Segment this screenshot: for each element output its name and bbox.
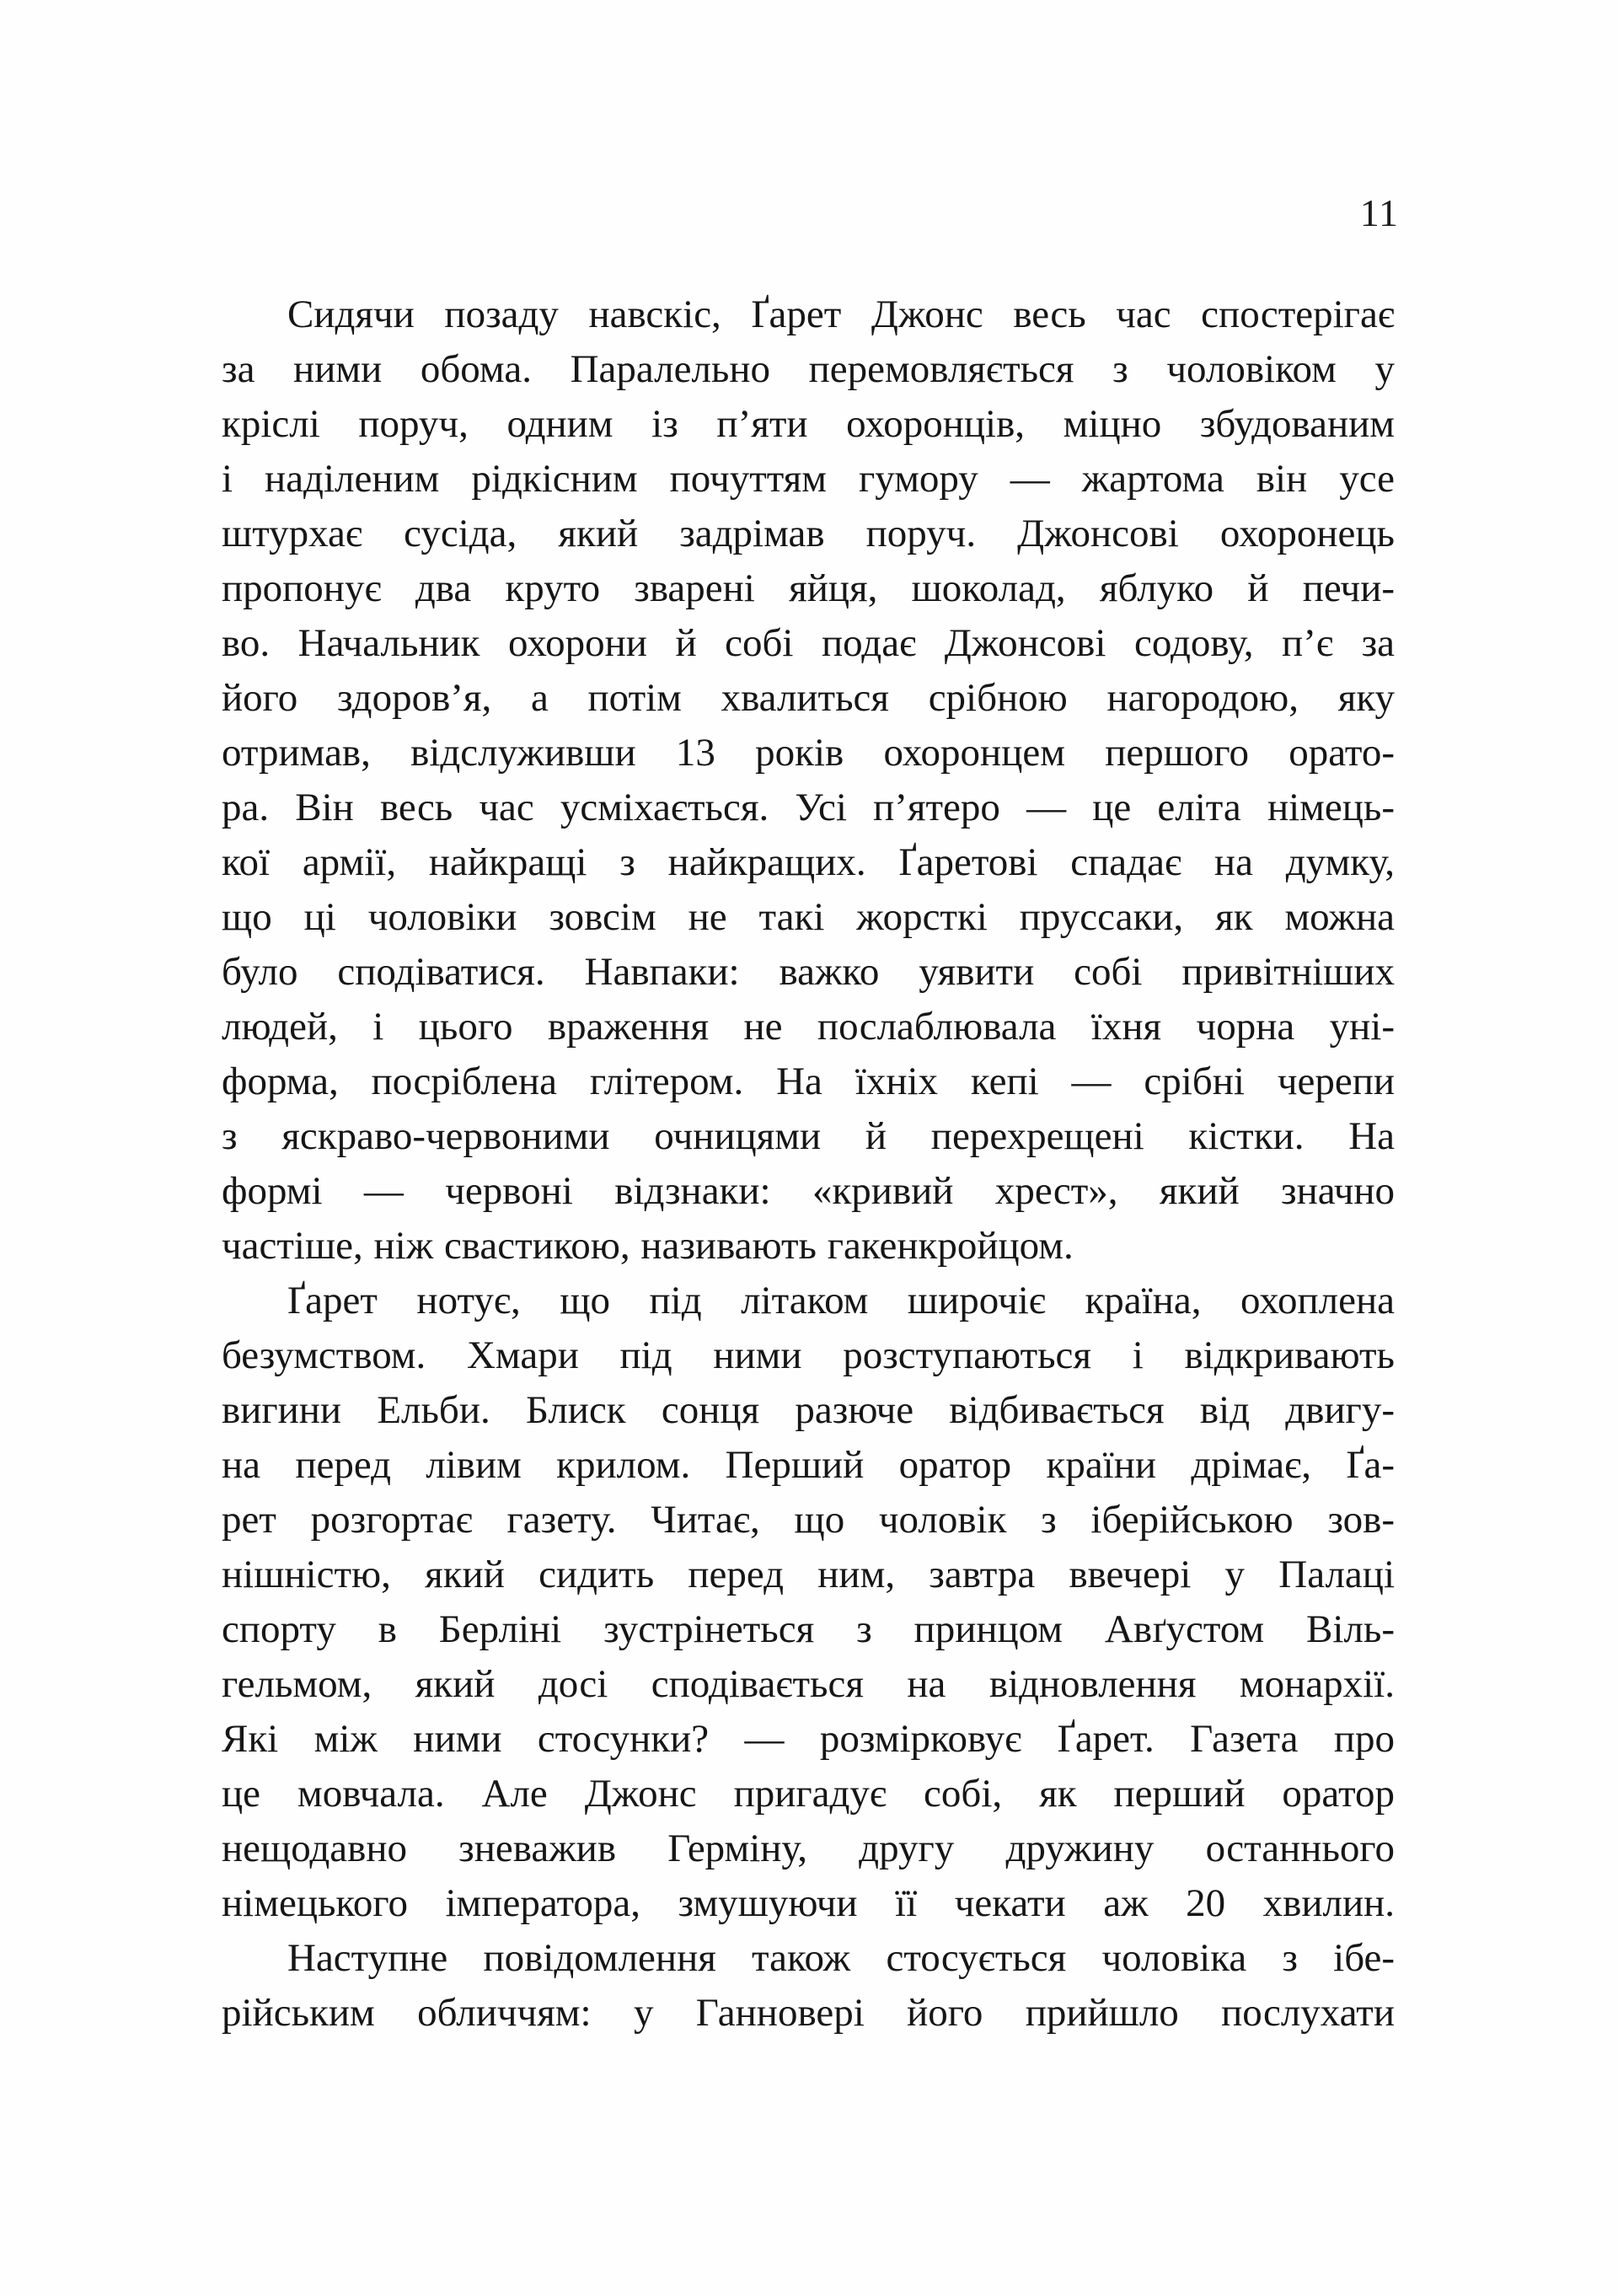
text-line: отримав, відслуживши 13 років охоронцем першого орато-	[222, 731, 1395, 775]
text-line: що ці чоловіки зовсім не такі жорсткі пруссаки, як можна	[222, 895, 1395, 939]
text-line: штурхає сусіда, який задрімав поруч. Джонсові охоронець	[222, 512, 1395, 555]
page-number: 11	[1359, 191, 1399, 234]
text-line: за ними обома. Паралельно перемовляється з чоловіком у	[222, 347, 1395, 391]
text-line: Наступне повідомлення також стосується чоловіка з ібе-	[287, 1936, 1395, 1980]
text-line: ра. Він весь час усміхається. Усі п’ятеро — це еліта німець-	[222, 786, 1395, 829]
text-line: і наділеним рідкісним почуттям гумору — жартома він усе	[222, 457, 1395, 501]
text-line: частіше, ніж свастикою, називають гакенкройцом.	[222, 1224, 1074, 1268]
text-line: Сидячи позаду навскіс, Ґарет Джонс весь час спостерігає	[287, 292, 1395, 336]
text-line: кої армії, найкращі з найкращих. Ґаретові спадає на думку,	[222, 840, 1395, 884]
text-line: Ґарет нотує, що під літаком широчіє країна, охоплена	[287, 1279, 1395, 1322]
text-line: кріслі поруч, одним із п’яти охоронців, міцно збудованим	[222, 402, 1395, 446]
text-line: німецького імператора, змушуючи її чекати аж 20 хвилин.	[222, 1881, 1395, 1925]
text-line: було сподіватися. Навпаки: важко уявити собі привітніших	[222, 950, 1395, 994]
text-line: вигини Ельби. Блиск сонця разюче відбивається від двигу-	[222, 1388, 1395, 1432]
text-line: пропонує два круто зварені яйця, шоколад, яблуко й печи-	[222, 566, 1395, 610]
text-line: Які між ними стосунки? — розмірковує Ґарет. Газета про	[222, 1717, 1395, 1761]
text-line: рет розгортає газету. Читає, що чоловік з іберійською зов-	[222, 1498, 1395, 1542]
text-line: це мовчала. Але Джонс пригадує собі, як перший оратор	[222, 1772, 1395, 1816]
text-line: во. Начальник охорони й собі подає Джонсові содову, п’є за	[222, 621, 1395, 665]
text-line: гельмом, який досі сподівається на відновлення монархії.	[222, 1662, 1395, 1706]
text-line: його здоров’я, а потім хвалиться срібною нагородою, яку	[222, 676, 1395, 720]
paragraph	[222, 1274, 1395, 1931]
paragraph	[222, 1931, 1395, 2041]
text-line: формі — червоні відзнаки: «кривий хрест», який значно	[222, 1169, 1395, 1213]
text-line: безумством. Хмари під ними розступаються і відкривають	[222, 1333, 1395, 1377]
text-line: рійським обличчям: у Ганновері його прийшло послухати	[222, 1991, 1395, 2035]
text-line: людей, і цього враження не послаблювала їхня чорна уні-	[222, 1005, 1395, 1049]
paragraph	[222, 287, 1395, 1274]
text-block	[222, 287, 1395, 2041]
text-line: з яскраво-червоними очницями й перехрещені кістки. На	[222, 1114, 1395, 1158]
text-line: нещодавно зневажив Герміну, другу дружину останнього	[222, 1827, 1395, 1870]
text-line: спорту в Берліні зустрінеться з принцом Авґустом Віль-	[222, 1607, 1395, 1651]
text-line: нішністю, який сидить перед ним, завтра ввечері у Палаці	[222, 1553, 1395, 1596]
text-line: форма, посріблена глітером. На їхніх кепі — срібні черепи	[222, 1059, 1395, 1103]
text-line: на перед лівим крилом. Перший оратор країни дрімає, Ґа-	[222, 1443, 1395, 1487]
